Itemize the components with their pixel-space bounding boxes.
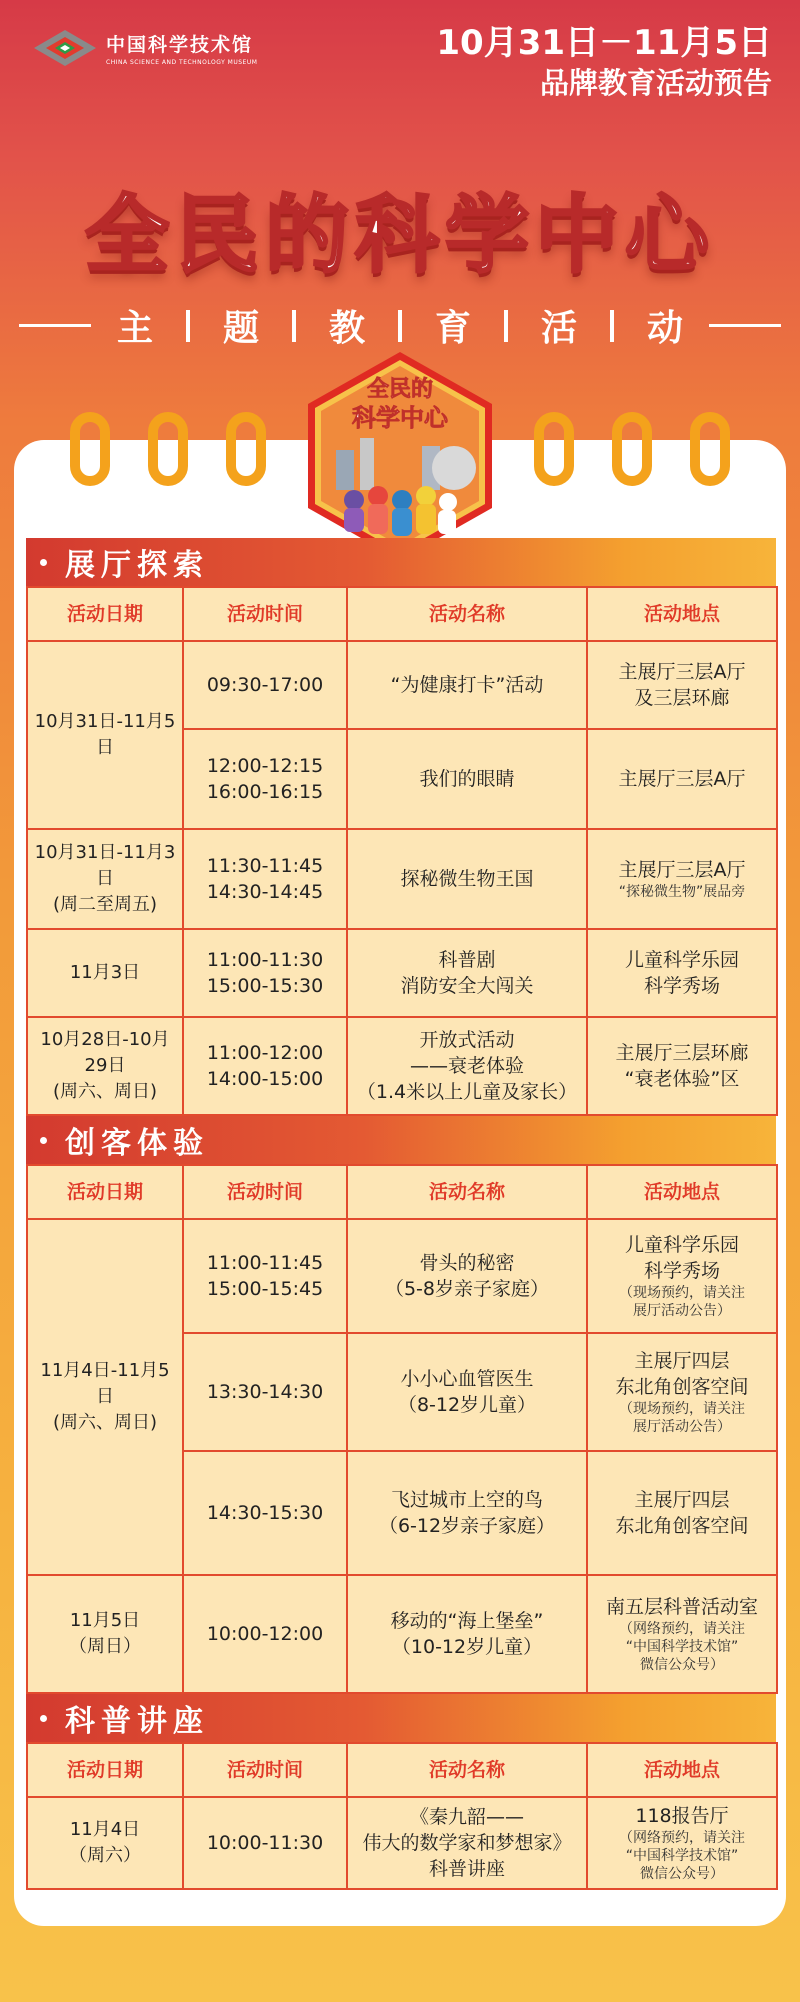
name-line: 科普讲座 bbox=[428, 1858, 505, 1880]
column-header: 活动地点 bbox=[587, 1165, 777, 1219]
activity-time bbox=[183, 1219, 347, 1333]
activity-date bbox=[27, 1219, 183, 1575]
time-line: 10:00-11:30 bbox=[206, 1832, 324, 1854]
column-header: 活动名称 bbox=[347, 587, 587, 641]
badge-line-1: 全民的 bbox=[366, 377, 434, 402]
museum-logo-icon bbox=[32, 28, 98, 68]
bullet-icon bbox=[40, 559, 47, 566]
place-line: 主展厅三层A厅 bbox=[618, 661, 746, 683]
place-note: 微信公众号） bbox=[640, 1866, 724, 1882]
activity-date bbox=[27, 1575, 183, 1693]
name-line: 探秘微生物王国 bbox=[400, 868, 534, 890]
time-line: 15:00-15:45 bbox=[206, 1278, 324, 1300]
time-line: 16:00-16:15 bbox=[206, 781, 324, 803]
section-title: 创客体验 bbox=[65, 1126, 209, 1161]
time-line: 10:00-12:00 bbox=[206, 1623, 324, 1645]
time-line: 11:30-11:45 bbox=[206, 855, 324, 877]
binder-ring bbox=[690, 412, 730, 486]
activity-name bbox=[347, 929, 587, 1017]
activity-name bbox=[347, 729, 587, 829]
section-header bbox=[26, 1116, 776, 1164]
name-line: 消防安全大闯关 bbox=[400, 975, 534, 997]
theme-badge bbox=[304, 350, 496, 562]
theme-char: 主 bbox=[116, 308, 153, 349]
column-header: 活动时间 bbox=[183, 587, 347, 641]
section-header bbox=[26, 538, 776, 586]
activity-date bbox=[27, 829, 183, 929]
name-line: 移动的“海上堡垒” bbox=[390, 1610, 544, 1632]
date-line: (周二至周五) bbox=[52, 894, 158, 915]
column-header: 活动日期 bbox=[27, 587, 183, 641]
place-line: 主展厅四层 bbox=[634, 1489, 730, 1511]
activity-place bbox=[587, 1797, 777, 1889]
activity-place bbox=[587, 1451, 777, 1575]
column-header: 活动名称 bbox=[347, 1165, 587, 1219]
time-line: 11:00-11:30 bbox=[206, 949, 324, 971]
logo-chinese-name: 中国科学技术馆 bbox=[106, 34, 254, 56]
table-row bbox=[27, 929, 777, 1017]
column-header: 活动日期 bbox=[27, 1165, 183, 1219]
column-header: 活动地点 bbox=[587, 1743, 777, 1797]
table-header-row bbox=[27, 587, 777, 641]
activity-name bbox=[347, 1575, 587, 1693]
date-line: 10月28日-10月29日 bbox=[40, 1029, 170, 1076]
place-note: （网络预约，请关注 bbox=[619, 1830, 745, 1846]
activity-place bbox=[587, 729, 777, 829]
place-line: 儿童科学乐园 bbox=[624, 1234, 739, 1256]
name-line: 飞过城市上空的鸟 bbox=[390, 1489, 543, 1511]
poster-subtitle: 品牌教育活动预告 bbox=[539, 66, 772, 100]
activity-place bbox=[587, 829, 777, 929]
date-line: 10月31日-11月3日 bbox=[34, 842, 176, 889]
theme-words bbox=[117, 300, 683, 351]
time-line: 11:00-11:45 bbox=[206, 1252, 324, 1274]
table-row bbox=[27, 1219, 777, 1333]
date-line: （周六） bbox=[69, 1845, 141, 1866]
time-line: 12:00-12:15 bbox=[206, 755, 324, 777]
column-header: 活动名称 bbox=[347, 1743, 587, 1797]
schedule-table bbox=[26, 1164, 778, 1694]
binder-ring bbox=[226, 412, 266, 486]
place-line: 科学秀场 bbox=[643, 1260, 720, 1282]
activity-name bbox=[347, 1017, 587, 1115]
place-line: 主展厅四层 bbox=[634, 1350, 730, 1372]
activity-place bbox=[587, 1575, 777, 1693]
name-line: 小小心血管医生 bbox=[400, 1368, 534, 1390]
theme-char: 教 bbox=[328, 308, 365, 349]
schedule-table bbox=[26, 1742, 778, 1890]
activity-time bbox=[183, 729, 347, 829]
theme-char: 育 bbox=[435, 308, 472, 349]
name-line: 我们的眼睛 bbox=[419, 768, 515, 790]
name-line: 骨头的秘密 bbox=[419, 1252, 515, 1274]
theme-separator bbox=[504, 310, 508, 342]
name-line: 《秦九韶—— bbox=[409, 1806, 524, 1828]
activity-date bbox=[27, 929, 183, 1017]
activity-name bbox=[347, 829, 587, 929]
theme-separator bbox=[610, 310, 614, 342]
column-header: 活动时间 bbox=[183, 1743, 347, 1797]
section-header bbox=[26, 1694, 776, 1742]
time-line: 15:00-15:30 bbox=[206, 975, 324, 997]
name-line: 伟大的数学家和梦想家》 bbox=[362, 1832, 572, 1854]
theme-separator bbox=[186, 310, 190, 342]
date-line: 11月5日 bbox=[69, 1610, 141, 1631]
activity-date bbox=[27, 1797, 183, 1889]
name-line: 科普剧 bbox=[438, 949, 496, 971]
theme-char: 活 bbox=[541, 308, 578, 349]
time-line: 14:00-15:00 bbox=[206, 1068, 324, 1090]
table-row bbox=[27, 1575, 777, 1693]
date-line: 11月3日 bbox=[69, 962, 141, 983]
activity-name bbox=[347, 1797, 587, 1889]
place-note: “中国科学技术馆” bbox=[625, 1848, 739, 1864]
time-line: 14:30-14:45 bbox=[206, 881, 324, 903]
place-line: 科学秀场 bbox=[643, 975, 720, 997]
name-line: （5-8岁亲子家庭） bbox=[384, 1278, 550, 1300]
table-row bbox=[27, 1017, 777, 1115]
activity-time bbox=[183, 1333, 347, 1451]
schedule-table bbox=[26, 586, 778, 1116]
date-line: 10月31日-11月5日 bbox=[34, 711, 176, 758]
name-line: （10-12岁儿童） bbox=[391, 1636, 543, 1658]
activity-place bbox=[587, 1219, 777, 1333]
place-line: 东北角创客空间 bbox=[615, 1515, 749, 1537]
activity-name bbox=[347, 641, 587, 729]
activity-place bbox=[587, 641, 777, 729]
name-line: ——衰老体验 bbox=[409, 1055, 524, 1077]
date-line: (周六、周日) bbox=[52, 1412, 158, 1433]
activity-name bbox=[347, 1333, 587, 1451]
binder-ring bbox=[70, 412, 110, 486]
place-line: 及三层环廊 bbox=[634, 687, 730, 709]
theme-char: 动 bbox=[647, 308, 684, 349]
date-line: （周日） bbox=[69, 1636, 141, 1657]
place-note: “探秘微生物”展品旁 bbox=[618, 884, 746, 900]
date-line: 11月4日 bbox=[69, 1819, 141, 1840]
header-dates bbox=[436, 22, 772, 102]
activity-time bbox=[183, 1797, 347, 1889]
section-title: 展厅探索 bbox=[65, 548, 209, 583]
activity-name bbox=[347, 1451, 587, 1575]
section-title: 科普讲座 bbox=[65, 1704, 209, 1739]
time-line: 14:30-15:30 bbox=[206, 1502, 324, 1524]
theme-banner bbox=[0, 300, 800, 351]
badge-line-2: 科学中心 bbox=[352, 404, 448, 432]
place-line: 主展厅三层A厅 bbox=[618, 768, 746, 790]
activity-time bbox=[183, 1575, 347, 1693]
column-header: 活动地点 bbox=[587, 587, 777, 641]
place-line: “衰老体验”区 bbox=[624, 1068, 740, 1090]
place-line: 118报告厅 bbox=[635, 1805, 729, 1827]
place-note: （现场预约，请关注 bbox=[619, 1285, 745, 1301]
place-note: 展厅活动公告） bbox=[633, 1419, 731, 1435]
logo-english-name: CHINA SCIENCE AND TECHNOLOGY MUSEUM bbox=[106, 59, 258, 66]
place-line: 南五层科普活动室 bbox=[605, 1596, 758, 1618]
theme-line-right bbox=[709, 324, 781, 327]
activity-place bbox=[587, 929, 777, 1017]
bullet-icon bbox=[40, 1715, 47, 1722]
name-line: “为健康打卡”活动 bbox=[390, 674, 544, 696]
table-row bbox=[27, 1797, 777, 1889]
time-line: 09:30-17:00 bbox=[206, 674, 324, 696]
date-range: 10月31日－11月5日 bbox=[436, 23, 772, 63]
place-line: 东北角创客空间 bbox=[615, 1376, 749, 1398]
name-line: （8-12岁儿童） bbox=[397, 1394, 537, 1416]
activity-place bbox=[587, 1017, 777, 1115]
museum-logo bbox=[32, 28, 257, 68]
column-header: 活动日期 bbox=[27, 1743, 183, 1797]
binder-ring bbox=[148, 412, 188, 486]
table-header-row bbox=[27, 1743, 777, 1797]
name-line: （6-12岁亲子家庭） bbox=[378, 1515, 556, 1537]
table-header-row bbox=[27, 1165, 777, 1219]
activity-name bbox=[347, 1219, 587, 1333]
theme-char: 题 bbox=[222, 308, 259, 349]
binder-ring bbox=[612, 412, 652, 486]
name-line: 开放式活动 bbox=[419, 1029, 515, 1051]
place-line: 主展厅三层A厅 bbox=[618, 859, 746, 881]
activity-date bbox=[27, 641, 183, 829]
name-line: （1.4米以上儿童及家长） bbox=[356, 1081, 578, 1103]
time-line: 11:00-12:00 bbox=[206, 1042, 324, 1064]
place-note: 展厅活动公告） bbox=[633, 1303, 731, 1319]
schedule-tables bbox=[26, 538, 776, 1890]
bullet-icon bbox=[40, 1137, 47, 1144]
place-note: （网络预约，请关注 bbox=[619, 1621, 745, 1637]
date-line: 11月4日-11月5日 bbox=[40, 1360, 170, 1407]
place-note: “中国科学技术馆” bbox=[625, 1639, 739, 1655]
date-line: (周六、周日) bbox=[52, 1081, 158, 1102]
binder-ring bbox=[534, 412, 574, 486]
place-note: （现场预约，请关注 bbox=[619, 1401, 745, 1417]
place-note: 微信公众号） bbox=[640, 1657, 724, 1673]
activity-time bbox=[183, 1451, 347, 1575]
table-row bbox=[27, 829, 777, 929]
time-line: 13:30-14:30 bbox=[206, 1381, 324, 1403]
activity-place bbox=[587, 1333, 777, 1451]
activity-time bbox=[183, 1017, 347, 1115]
theme-line-left bbox=[19, 324, 91, 327]
activity-time bbox=[183, 641, 347, 729]
activity-date bbox=[27, 1017, 183, 1115]
main-title: 全民的科学中心 bbox=[84, 186, 715, 284]
theme-separator bbox=[292, 310, 296, 342]
column-header: 活动时间 bbox=[183, 1165, 347, 1219]
table-row bbox=[27, 641, 777, 729]
place-line: 主展厅三层环廊 bbox=[615, 1042, 749, 1064]
place-line: 儿童科学乐园 bbox=[624, 949, 739, 971]
theme-separator bbox=[398, 310, 402, 342]
activity-time bbox=[183, 929, 347, 1017]
activity-time bbox=[183, 829, 347, 929]
